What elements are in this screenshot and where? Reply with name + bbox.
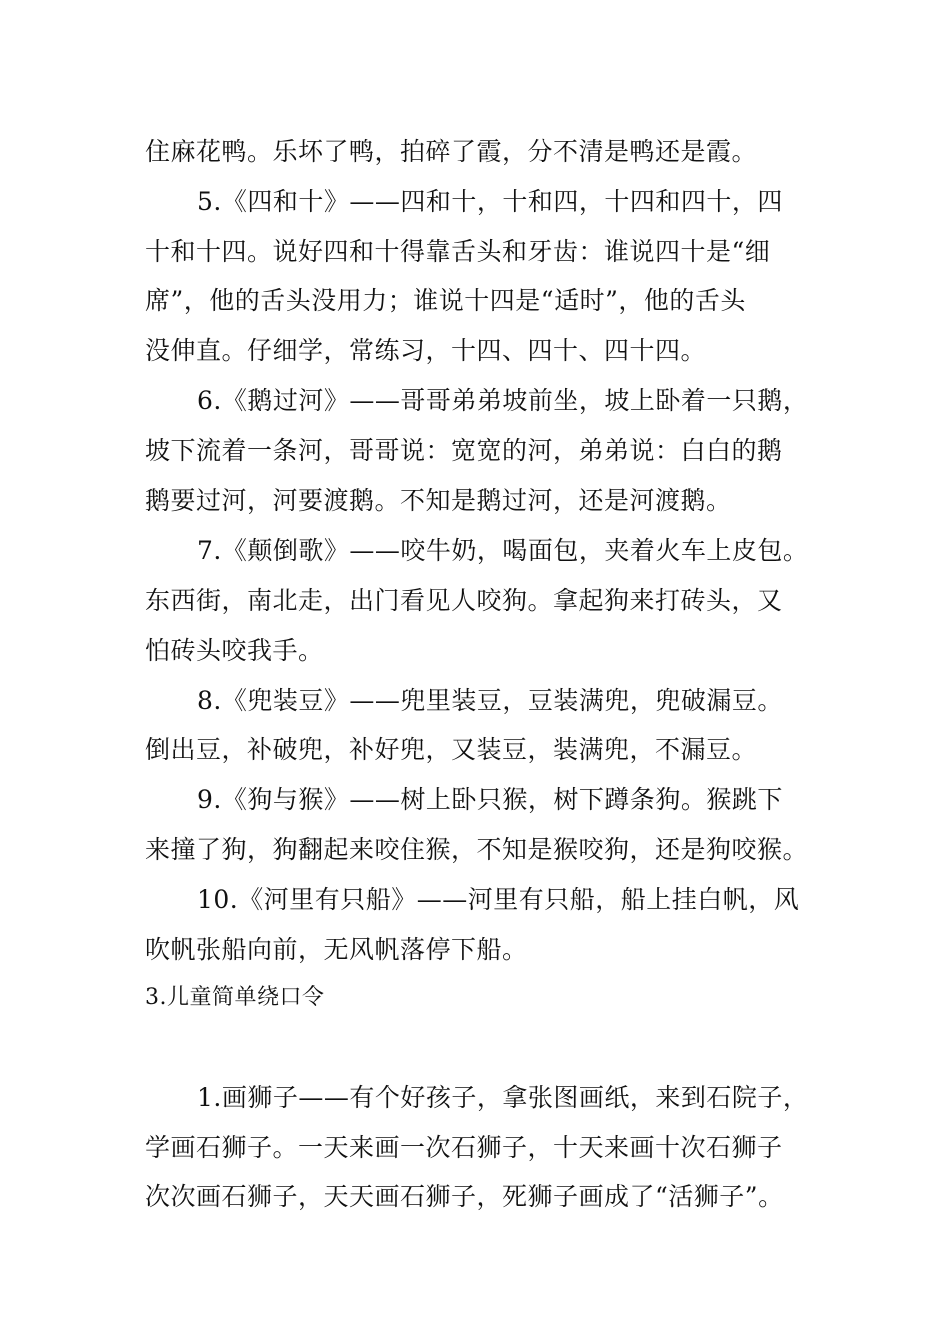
text-line: 怕砖头咬我手。 [145,636,324,665]
text-line: 十和十四。说好四和十得靠舌头和牙齿：谁说四十是“细 [145,237,771,266]
text-line: 次次画石狮子，天天画石狮子，死狮子画成了“活狮子”。 [145,1182,784,1211]
text-line: 没伸直。仔细学，常练习，十四、四十、四十四。 [145,336,707,365]
text-line: 坡下流着一条河，哥哥说：宽宽的河，弟弟说：白白的鹅 [145,436,783,465]
text-line: 6.《鹅过河》——哥哥弟弟坡前坐，坡上卧着一只鹅， [197,386,809,415]
section-heading: 3.儿童简单绕口令 [145,985,325,1010]
text-line: 席”，他的舌头没用力；谁说十四是“适时”，他的舌头 [145,286,746,315]
text-line: 学画石狮子。一天来画一次石狮子，十天来画十次石狮子 [145,1133,783,1162]
text-line: 鹅要过河，河要渡鹅。不知是鹅过河，还是河渡鹅。 [145,486,732,515]
text-line: 吹帆张船向前，无风帆落停下船。 [145,935,528,964]
text-line: 7.《颠倒歌》——咬牛奶，喝面包，夹着火车上皮包。 [197,536,809,565]
text-line: 来撞了狗，狗翻起来咬住猴，不知是猴咬狗，还是狗咬猴。 [145,835,809,864]
text-line: 1.画狮子——有个好孩子，拿张图画纸，来到石院子， [197,1083,809,1112]
text-line: 倒出豆，补破兜，补好兜，又装豆，装满兜，不漏豆。 [145,735,758,764]
text-line: 8.《兜装豆》——兜里装豆，豆装满兜，兜破漏豆。 [197,686,783,715]
text-line: 住麻花鸭。乐坏了鸭，拍碎了霞，分不清是鸭还是霞。 [145,137,758,166]
text-line: 5.《四和十》——四和十，十和四，十四和四十，四 [197,187,783,216]
text-line: 10.《河里有只船》——河里有只船，船上挂白帆，风 [197,885,800,914]
text-line: 东西街，南北走，出门看见人咬狗。拿起狗来打砖头，又 [145,586,783,615]
text-line: 9.《狗与猴》——树上卧只猴，树下蹲条狗。猴跳下 [197,785,783,814]
